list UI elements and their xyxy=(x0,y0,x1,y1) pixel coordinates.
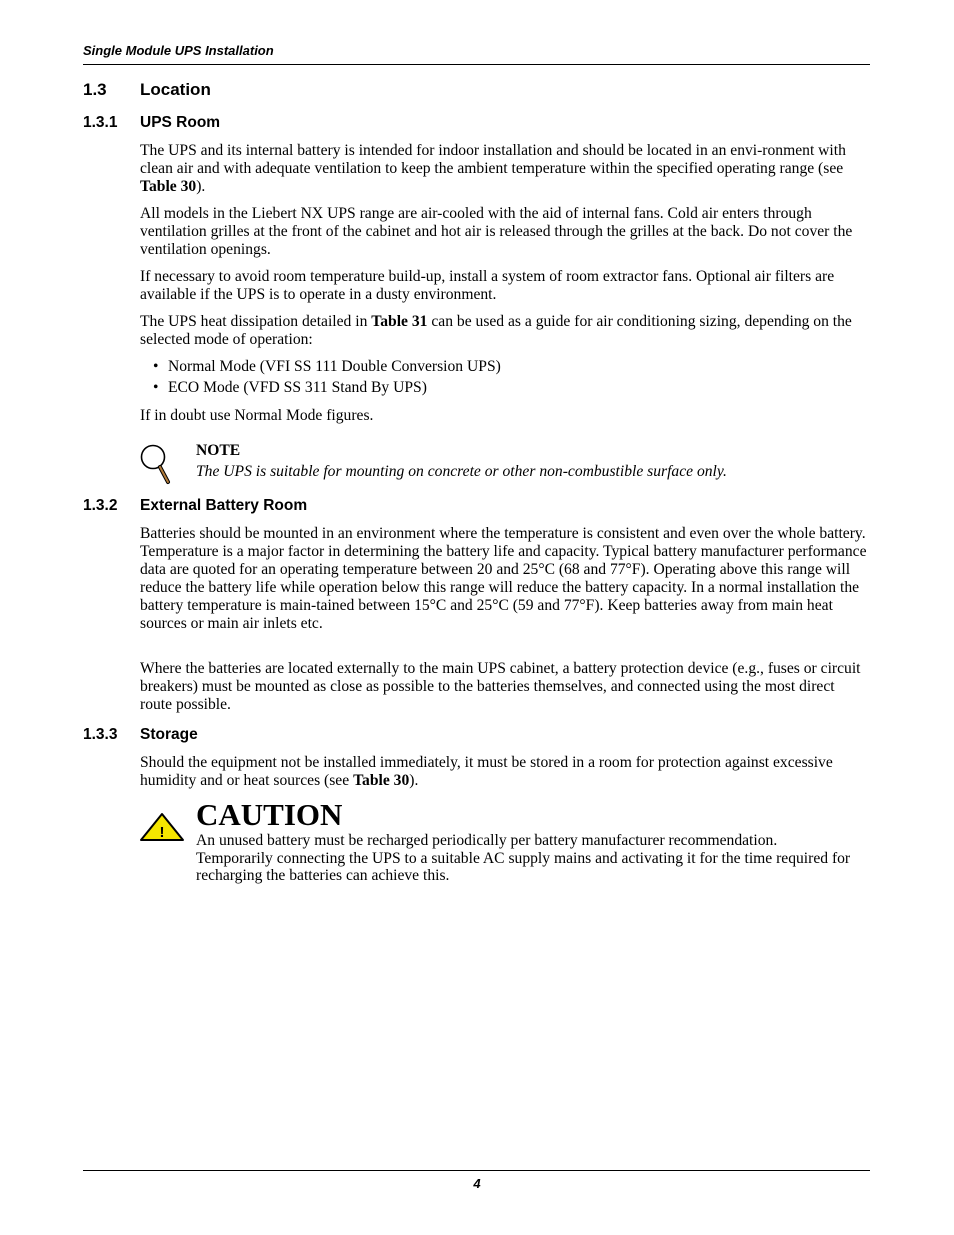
paragraph-text: The UPS and its internal battery is intended for indoor installation and should be located in an envi-ronment with clean air and with adequate ventilation to keep the ambient temperature within the specified operating range (see xyxy=(140,142,846,177)
bullet-icon: • xyxy=(153,358,159,375)
paragraph-text: The UPS heat dissipation detailed in xyxy=(140,313,372,330)
paragraph-battery-room-2: Where the batteries are located externally to the main UPS cabinet, a battery protection device (e.g., fuses or circuit breakers) must be mounted as close as possible to the batteries themselves, and connected using the most direct route possible. xyxy=(140,660,861,713)
caution-text: An unused battery must be recharged periodically per battery manufacturer recommendation. Temporarily connecting the UPS to a suitable AC supply mains and activating it for the time required for recharging the batteries can achieve this. xyxy=(196,832,851,885)
section-number: 1.3.3 xyxy=(83,726,118,743)
paragraph-text: ). xyxy=(196,178,206,195)
paragraph-storage-1 xyxy=(140,754,870,790)
warning-triangle-icon xyxy=(139,812,185,842)
paragraph-battery-room-1: Batteries should be mounted in an environment where the temperature is consistent and even over the whole battery. Temperature is a major factor in determining the battery life and capacity. Typical battery manufacturer performance data are quoted for an operating temperature between 20 and 25°C (68 and 77°F). Operating above this range will reduce the battery life while operation below this range will reduce the battery capacity. In a normal installation the battery temperature is main-tained between 15°C and 25°C (59 and 77°F). Keep batteries away from main heat sources or main air inlets etc. xyxy=(140,525,867,632)
section-title: Storage xyxy=(140,726,198,743)
paragraph-ups-room-4 xyxy=(140,313,870,349)
magnifier-icon xyxy=(138,442,174,486)
paragraph-ups-room-3: If necessary to avoid room temperature build-up, install a system of room extractor fans. Optional air filters are available if the UPS is to operate in a dusty environment. xyxy=(140,268,835,303)
section-heading-1-3-2 xyxy=(83,497,483,517)
paragraph-text: can be used as a guide for air conditioning sizing, depending on the selected mode of operation: xyxy=(140,313,852,348)
section-heading-1-3 xyxy=(83,80,483,102)
paragraph-text: ). xyxy=(409,772,419,789)
list-item-text: ECO Mode (VFD SS 311 Stand By UPS) xyxy=(168,379,427,396)
running-header: Single Module UPS Installation xyxy=(83,43,274,58)
footer-rule xyxy=(83,1170,870,1171)
paragraph-ups-room-2: All models in the Liebert NX UPS range are air-cooled with the aid of internal fans. Cold air enters through ventilation grilles at the front of the cabinet and hot air is released through the grilles at the back. Do not cover the ventilation openings. xyxy=(140,205,853,258)
paragraph-ups-room-1 xyxy=(140,142,870,196)
caution-label: CAUTION xyxy=(196,797,343,832)
section-number: 1.3.1 xyxy=(83,114,118,131)
paragraph-text: Should the equipment not be installed immediately, it must be stored in a room for protection against excessive humidity and or heat sources (see xyxy=(140,754,833,789)
paragraph-ups-room-5: If in doubt use Normal Mode figures. xyxy=(140,407,374,424)
table-reference: Table 30 xyxy=(353,772,410,789)
section-heading-1-3-3 xyxy=(83,726,483,746)
section-number: 1.3 xyxy=(83,80,107,99)
section-number: 1.3.2 xyxy=(83,497,118,514)
table-reference: Table 31 xyxy=(371,313,428,330)
svg-text:!: ! xyxy=(159,824,165,841)
bullet-icon: • xyxy=(153,379,159,396)
section-heading-1-3-1 xyxy=(83,114,483,134)
header-rule xyxy=(83,64,870,65)
section-title: UPS Room xyxy=(140,114,221,131)
section-title: External Battery Room xyxy=(140,497,308,514)
note-text: The UPS is suitable for mounting on concrete or other non-combustible surface only. xyxy=(196,463,727,480)
page-number: 4 xyxy=(473,1176,481,1191)
note-label: NOTE xyxy=(196,442,241,459)
section-title: Location xyxy=(140,80,211,99)
list-item-text: Normal Mode (VFI SS 111 Double Conversion UPS) xyxy=(168,358,501,375)
table-reference: Table 30 xyxy=(140,178,197,195)
